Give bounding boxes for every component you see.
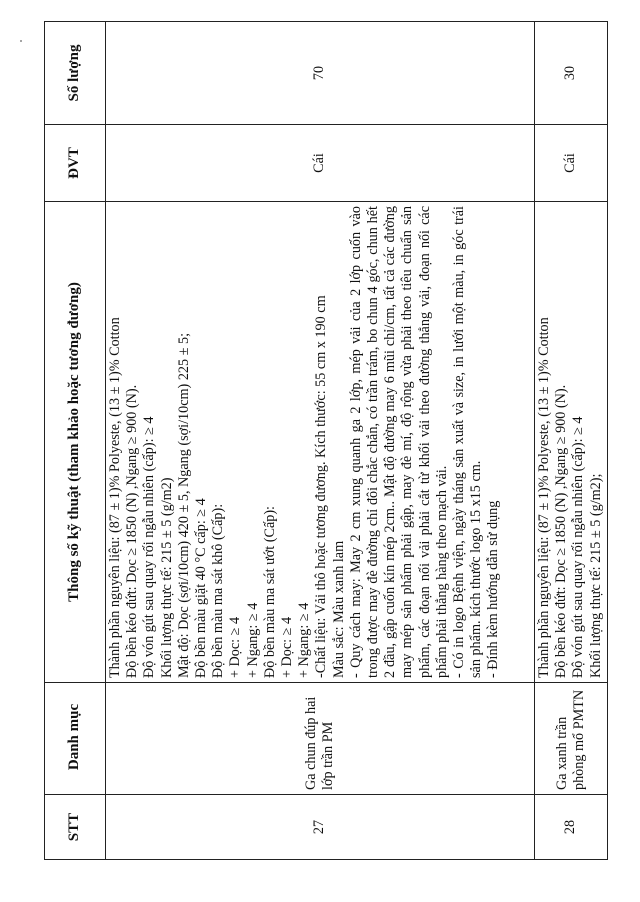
spec-line: Khối lượng thực tế: 215 ± 5 (g/m2) <box>158 477 175 678</box>
row-qty: 30 <box>535 22 608 125</box>
spec-line: Mật độ: Dọc (sợi/10cm) 420 ± 5, Ngang (sợi/10cm) 225 ± 5; <box>175 332 192 678</box>
spec-line: Độ bền màu ma sát ướt (Cấp): <box>261 505 278 678</box>
row-qty: 70 <box>106 22 535 125</box>
row-name: Ga chun đúp hai lớp trần PM <box>106 683 535 795</box>
table-row <box>535 22 608 860</box>
spec-line: -Chất liệu: Vải thô hoặc tương đương. Kích thước: 55 cm x 190 cm <box>313 295 330 678</box>
spec-line: Màu sắc: Màu xanh lam <box>330 540 347 678</box>
spec-line: Độ bền màu giặt 40 °C cấp: ≥ 4 <box>193 498 210 678</box>
spec-paragraph: - Quy cách may: May 2 cm xung quanh ga 2 lớp, mép vải của 2 lớp cuốn vào trong được may đè đường chỉ đôi chắc chắn, có trần trám, bo chun 4 góc, chun hết 2 đầu, gập cuốn kín mép 2cm.. Mật độ đường may 6 mũi chỉ/cm, tất cả các đường may mép sản phẩm phải gập, may đè mí, độ rộng vừa phải theo tiêu chuẩn sản phẩm, các đoạn nối vải phải cắt từ khổi vải theo đường thẳng vải, đoạn nối các phẩm phải thẳng hàng theo mạch vải. <box>347 206 450 678</box>
row-spec <box>535 202 608 683</box>
header-spec: Thông số kỹ thuật (tham khảo hoặc tương đương) <box>45 202 106 683</box>
rotated-page <box>44 40 604 860</box>
table-row <box>106 22 535 860</box>
spec-line: + Ngang: ≥ 4 <box>296 602 313 678</box>
spec-line: Độ vón gút sau quay rối ngẫu nhiên (cấp): ≥ 4 <box>570 416 587 678</box>
row-unit: Cái <box>106 125 535 202</box>
spec-line: + Ngang: ≥ 4 <box>244 602 261 678</box>
spec-line: + Dọc: ≥ 4 <box>227 616 244 678</box>
spec-line: Độ bền kéo đứt: Dọc ≥ 1850 (N) ,Ngang ≥ 900 (N). <box>553 384 570 678</box>
spec-table <box>44 21 608 860</box>
scan-speck <box>20 40 22 42</box>
spec-line: Độ bền kéo đứt: Dọc ≥ 1850 (N) ,Ngang ≥ 900 (N). <box>124 384 141 678</box>
row-stt: 27 <box>106 795 535 860</box>
header-stt: STT <box>45 795 106 860</box>
spec-line: Khối lượng thực tế: 215 ± 5 (g/m2); <box>587 473 604 678</box>
header-row <box>45 22 106 860</box>
row-name: Ga xanh trần phòng mổ PMTN <box>535 683 608 795</box>
spec-paragraph: - Có in logo Bệnh viện, ngày tháng sản xuất và size, in lưới một màu, in góc trái sản phẩm. kích thước logo 15 x15 cm. <box>451 206 485 678</box>
spec-line: Thành phần nguyên liệu: (87 ± 1)% Polyeste, (13 ± 1)% Cotton <box>536 317 552 678</box>
row-unit: Cái <box>535 125 608 202</box>
row-stt: 28 <box>535 795 608 860</box>
header-unit: ĐVT <box>45 125 106 202</box>
header-name: Danh mục <box>45 683 106 795</box>
spec-line: Thành phần nguyên liệu: (87 ± 1)% Polyeste, (13 ± 1)% Cotton <box>107 317 123 678</box>
spec-line: - Đính kèm hướng dẫn sử dụng <box>485 500 502 678</box>
header-qty: Số lượng <box>45 22 106 125</box>
spec-line: + Dọc: ≥ 4 <box>279 616 296 678</box>
row-spec <box>106 202 535 683</box>
spec-line: Độ bền màu ma sát khô (Cấp): <box>210 503 227 678</box>
spec-line: Độ vón gút sau quay rối ngẫu nhiên (cấp): ≥ 4 <box>141 416 158 678</box>
